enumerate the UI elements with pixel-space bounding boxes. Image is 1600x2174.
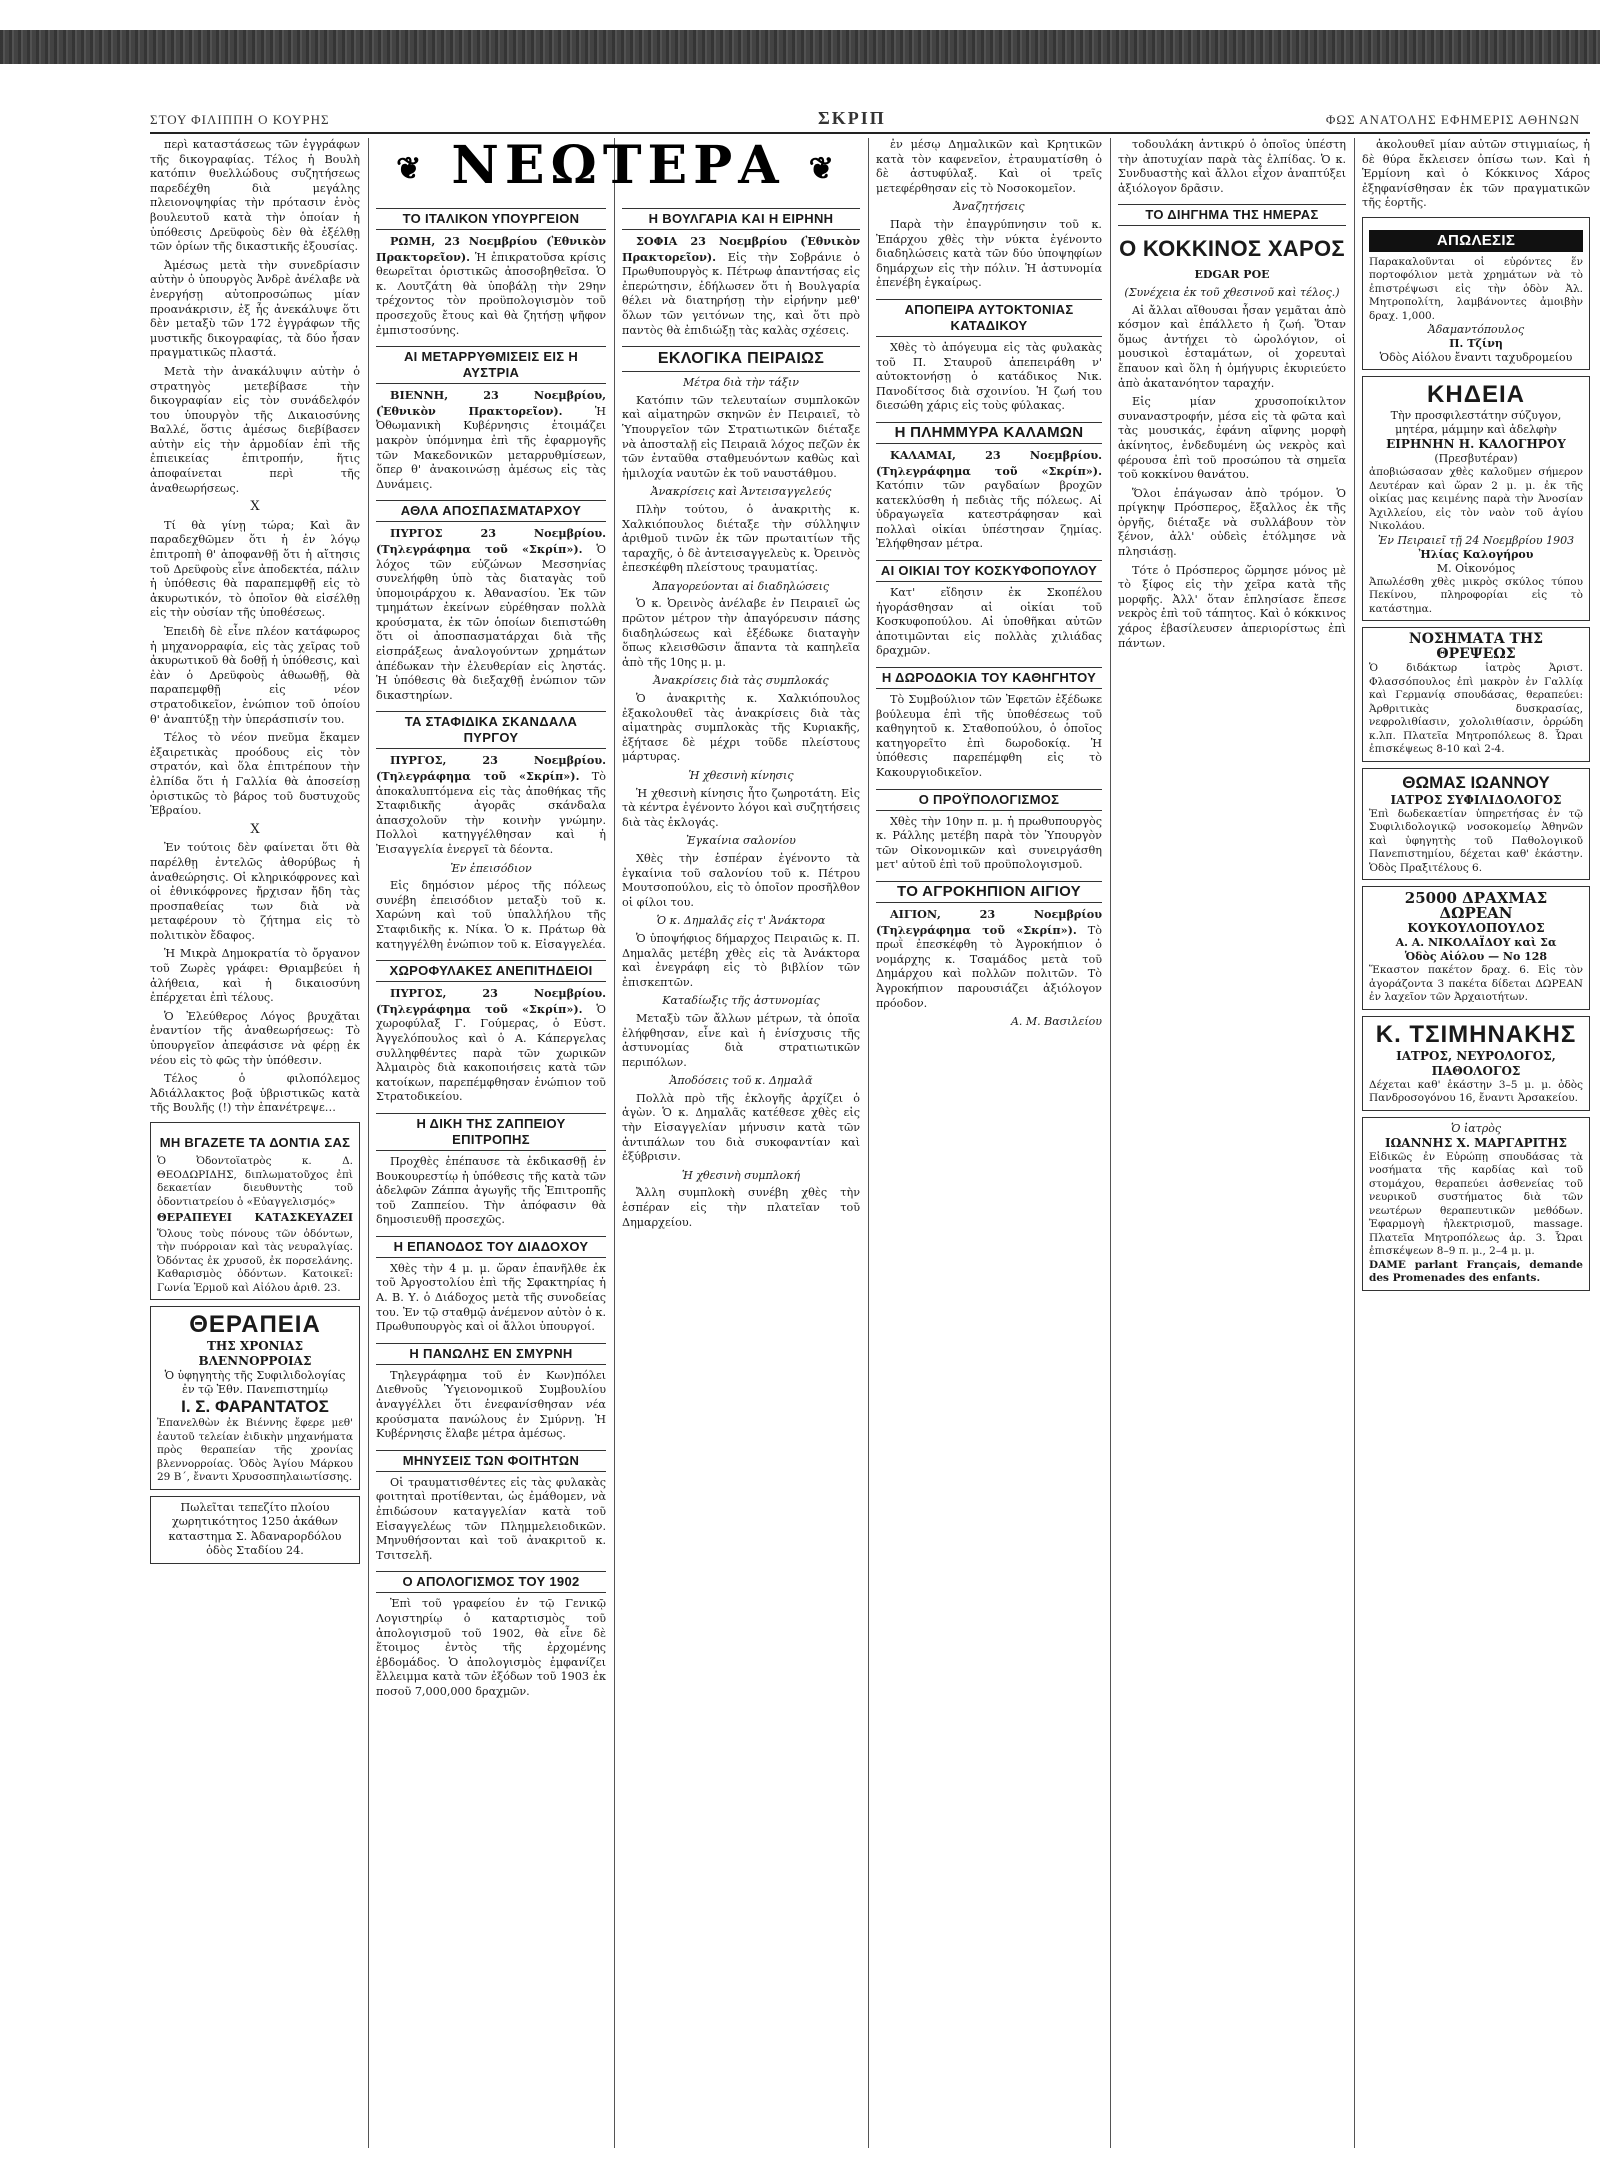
section-separator: Χ — [250, 499, 260, 515]
article-headline: ΑΘΛΑ ΑΠΟΣΠΑΣΜΑΤΑΡΧΟΥ — [376, 500, 606, 522]
article-body: ΣΟΦΙΑ 23 Νοεμβρίου (Ἐθνικὸν Πρακτορεῖον). Εἰς τὴν Σοβράνιε ὁ Πρωθυπουργὸς κ. Πέτρωφ ἀπαντήσας εἰς ἐπερώτησιν, ἐδήλωσεν ὅτι ἡ Βουλγαρία θέλει νὰ διατηρήσῃ τὴν εἰρήνην μεθ' ὅλων τῶν γειτόνων της, καὶ ὅτι πρὸ παντὸς θὰ ἐπιδιώξῃ τὰς καλὰς σχέσεις. — [622, 234, 860, 337]
article-body: Ἐπὶ τοῦ γραφείου ἐν τῷ Γενικῷ Λογιστηρίῳ ὁ καταρτισμὸς τοῦ ἀπολογισμοῦ τοῦ 1902, θὰ εἶνε δὲ ἕτοιμος ἐντὸς τῆς ἐρχομένης ἑβδομάδος. Ὁ ἀπολογισμὸς ἐμφανίζει ἔλλειμμα κατὰ τῶν ἐξόδων τοῦ 1903 ἐκ ποσοῦ 7,000,000 δραχμῶν. — [376, 1597, 606, 1698]
article-subheading: Ἀναζητήσεις — [953, 200, 1025, 214]
feature-label: ΤΟ ΔΙΗΓΗΜΑ ΤΗΣ ΗΜΕΡΑΣ — [1118, 204, 1346, 226]
article-body: Χθὲς τὴν 10ην π. μ. ἡ πρωθυπουργὸς κ. Ράλλης μετέβη παρὰ τὸν Ὑπουργὸν τῶν Οἰκονομικῶν καὶ συνειργάσθη μετ' αὐτοῦ ἐπὶ τοῦ προϋπολογισμοῦ. — [876, 814, 1102, 872]
article-headline: ΑΙ ΟΙΚΙΑΙ ΤΟΥ ΚΟΣΚΥΦΟΠΟΥΛΟΥ — [876, 560, 1102, 582]
header-rule — [150, 132, 1590, 134]
physician-ad — [1362, 627, 1590, 762]
article-headline: Ο ΠΡΟΫΠΟΛΟΓΙΣΜΟΣ — [876, 789, 1102, 811]
article-subheading: Ἀνακρίσεις καὶ Ἀντεισαγγελεύς — [650, 485, 832, 499]
paragraph: περὶ καταστάσεως τῶν ἐγγράφων τῆς δικογραφίας. Τέλος ἡ Βουλὴ κατόπιν θυελλώδους συζητήσεως παρεδέχθη διὰ μεγάλης πλειονοψηφίας τὴν πρότασιν ἑνὸς βουλευτοῦ κατὰ τὴν ὁποίαν ἡ ὑπόθεσις Δρεϋφοὺς δὲν θὰ ἐξέλθῃ τῶν ὁρίων τῆς δικαστικῆς ἐξουσίας. — [150, 138, 360, 254]
section-separator: Χ — [250, 821, 260, 837]
story-title: Ο ΚΟΚΚΙΝΟΣ ΧΑΡΟΣ — [1119, 236, 1345, 262]
lost-notice — [1362, 217, 1590, 371]
ad-headline: ΑΠΩΛΕΣΙΣ — [1369, 230, 1583, 252]
ad-brand: ΚΟΥΚΟΥΛΟΠΟΥΛΟΣ — [1407, 921, 1545, 936]
ad-headline: ΝΟΣΗΜΑΤΑ ΤΗΣ ΘΡΕΨΕΩΣ — [1408, 631, 1544, 663]
physician-ad — [1362, 768, 1590, 881]
article-body: Χθὲς τὴν ἑσπέραν ἐγένοντο τὰ ἐγκαίνια τοῦ σαλονίου τοῦ κ. Πέτρου Μουτσοπούλου, εἰς τὸ ὁποῖον προσῆλθον οἱ φίλοι του. — [622, 851, 860, 909]
ad-headline: 25000 ΔΡΑΧΜΑΣ ΔΩΡΕΑΝ — [1404, 889, 1548, 923]
article-subheading: Ἐγκαίνια σαλονίου — [686, 834, 796, 848]
article-subheading: Ἀνακρίσεις διὰ τὰς συμπλοκάς — [653, 674, 829, 688]
ad-text: Ἀπωλέσθη χθὲς μικρὸς σκύλος τύπου Πεκίνου, πληροφορίαι εἰς τὸ κατάστημα. — [1369, 575, 1583, 615]
article-subheading: Ἀποδόσεις τοῦ κ. Δημαλᾶ — [669, 1074, 813, 1088]
article-body: ΚΑΛΑΜΑΙ, 23 Νοεμβρίου. (Τηλεγράφημα τοῦ «Σκρίπ»). Κατόπιν τῶν ραγδαίων βροχῶν κατεκλύσθη ἡ πεδιὰς τῆς πόλεως. Αἱ ὑδραγωγεῖα κατεστράφησαν καὶ πολλαὶ οἰκίαι ὑπέστησαν ζημίας. Ἐλήφθησαν μέτρα. — [876, 447, 1102, 551]
ad-headline: ΘΕΡΑΠΕΙΑ — [189, 1311, 321, 1339]
ad-headline: ΚΗΔΕΙΑ — [1427, 381, 1525, 409]
ad-text: Ὅλους τοὺς πόνους τῶν ὀδόντων, τὴν πυόρροιαν καὶ τὰς νευραλγίας. Ὀδόντας ἐκ χρυσοῦ, ἐκ πορσελάνης. Καθαρισμὸς ὀδόντων. Κατοικεῖ: Γωνία Ἑρμοῦ καὶ Αἰόλου ἀριθ. 23. — [157, 1227, 353, 1294]
ad-text: Ὁ ἰατρὸς — [1450, 1121, 1502, 1135]
article-body: τοδουλάκη ἀντικρύ ὁ ὁποῖος ὑπέστη τὴν ἀποτυχίαν παρὰ τὰς ἐλπίδας. Ὁ κ. Συνδυαστὴς καὶ ἄλλοι εἶχον ἀναπτύξει ἀξιόλογον δρᾶσιν. — [1118, 138, 1346, 195]
article-body: Ὁ ἀνακριτὴς κ. Χαλκιόπουλος ἐξακολουθεῖ τὰς ἀνακρίσεις διὰ τὰς αἱματηρὰς συμπλοκὰς τῆς Κυριακῆς, ἐξήτασε δὲ μέχρι τοῦδε πλείστους μάρτυρας. — [622, 692, 860, 764]
ad-subheadline: ΙΑΤΡΟΣ ΣΥΦΙΛΙΔΟΛΟΓΟΣ — [1390, 792, 1562, 807]
physician-ad — [1362, 1117, 1590, 1291]
article-headline: Η ΔΙΚΗ ΤΗΣ ΖΑΠΠΕΙΟΥ ΕΠΙΤΡΟΠΗΣ — [376, 1113, 606, 1151]
ad-left-label: ΘΕΡΑΠΕΥΕΙ — [157, 1211, 232, 1224]
article-headline: Ο ΑΠΟΛΟΓΙΣΜΟΣ ΤΟΥ 1902 — [376, 1571, 606, 1593]
notice-date: Ἐν Πειραιεῖ τῇ 24 Νοεμβρίου 1903 — [1377, 533, 1575, 547]
funeral-notice — [1362, 376, 1590, 621]
dentist-ad — [150, 1122, 360, 1300]
ad-doctor-name: Ι. Σ. ΦΑΡΑΝΤΑΤΟΣ — [181, 1397, 329, 1417]
article-body: Ὁ κ. Ὀρεινὸς ἀνέλαβε ἐν Πειραιεῖ ὡς πρῶτον μέτρον τὴν ἀπαγόρευσιν πάσης διαδηλώσεως καὶ ἐξέδωκε διαταγὴν ὅπως κλεισθῶσιν ἅπαντα τὰ καπηλεῖα ἀπὸ τῆς 10ης μ. μ. — [622, 597, 860, 669]
story-body: Αἱ ἄλλαι αἴθουσαι ἦσαν γεμᾶται ἀπὸ κόσμον καὶ ἐπάλλετο ἡ ζωή. Ὅταν ὅμως ἀντήχει τὸ ὡρολόγιον, οἱ μουσικοὶ ἐσταμάτων, οἱ χορευταὶ ἔπαυον καὶ ὅλη ἡ ὁμήγυρις ἐκυριεύετο ἀπὸ ἀκατανόητον ταραχήν. — [1118, 303, 1346, 390]
article-body: ΠΥΡΓΟΣ 23 Νοεμβρίου. (Τηλεγράφημα τοῦ «Σκρίπ»). Ὁ λόχος τῶν εὐζώνων Μεσσηνίας συνελήφθη ὑπὸ τὰς διαταγὰς τοῦ ὑπομοιράρχου κ. Ἀθανασίου. Ἐκ τῶν τμημάτων ἐκείνων εὐρέθησαν πολλὰ κρούσματα, ἐκ τῶν ὁποίων διεπιστώθη ὅτι οἱ ἀποσπασματάρχαι διὰ τῆς εἰσπράξεως ἀναλογούντων χρημάτων ἀπέδωκαν τὴν ἐλευθερίαν εἰς ληστάς. Ἡ ὑπόθεσις θὰ διεξαχθῇ ἐνώπιον τῶν δικαστηρίων. — [376, 526, 606, 702]
article-headline: Η ΠΛΗΜΜΥΡΑ ΚΑΛΑΜΩΝ — [876, 422, 1102, 444]
column-divider — [1110, 138, 1111, 2148]
article-headline: Η ΒΟΥΛΓΑΡΙΑ ΚΑΙ Η ΕΙΡΗΝΗ — [622, 208, 860, 230]
ad-doctor-name: Κ. ΤΣΙΜΗΝΑΚΗΣ — [1375, 1020, 1577, 1048]
article-body: Πολλὰ πρὸ τῆς ἐκλογῆς ἀρχίζει ὁ ἀγὼν. Ὁ κ. Δημαλᾶς κατέθεσε χθὲς εἰς τὴν Εἰσαγγελίαν μήνυσιν κατὰ τῶν ἀντιπάλων του διὰ συκοφαντίαν καὶ ἐξύβρισιν. — [622, 1091, 860, 1164]
ad-text: Ὁ Ὀδοντοϊατρὸς κ. Δ. ΘΕΟΔΩΡΙΔΗΣ, διπλωματοῦχος ἐπὶ δεκαετίαν διευθυντὴς τοῦ ὀδοντιατρείου ὁ «Εὐαγγελισμός» — [157, 1155, 353, 1208]
ad-headline: ΜΗ ΒΓΑΖΕΤΕ ΤΑ ΔΟΝΤΙΑ ΣΑΣ — [159, 1135, 351, 1150]
article-body: Ἄλλη συμπλοκὴ συνέβη χθὲς τὴν ἑσπέραν εἰς τὴν πλατεῖαν τοῦ Δημαρχείου. — [622, 1186, 860, 1229]
running-head-right: ΦΩΣ ΑΝΑΤΟΛΗΣ ΕΦΗΜΕΡΙΣ ΑΘΗΝΩΝ — [1325, 112, 1580, 127]
article-body: ΠΥΡΓΟΣ, 23 Νοεμβρίου. (Τηλεγράφημα τοῦ «Σκρίπ»). Ὁ χωροφύλαξ Γ. Γούμερας, ὁ Εὐστ. Ἀγγελόπουλος καὶ ὁ Α. Κάπεργελας συλληφθέντες παρὰ τῶν χωρικῶν Ἀλμαιρὸς διὰ κακοποιήσεις κατὰ τῶν κατοίκων, παρεπέμφθησαν ἐνώπιον τοῦ Στρατοδικείου. — [376, 986, 606, 1104]
deceased-name: ΕΙΡΗΝΗΝ Η. ΚΑΛΟΓΗΡΟΥ — [1386, 437, 1566, 452]
article-body: Κατόπιν τῶν τελευταίων συμπλοκῶν καὶ αἱματηρῶν σκηνῶν ἐν Πειραιεῖ, τὸ Ὑπουργεῖον τῶν Στρατιωτικῶν διέταξε νὰ ἀποσταλῇ εἰς Πειραιᾶ λόχος πεζῶν ἐκ τῶν ἐνταῦθα σταθμευόντων καθὼς καὶ ἡμιλοχία ναυτῶν ἐκ τοῦ ναυστάθμου. — [622, 393, 860, 480]
ad-subheadline: ΙΑΤΡΟΣ, ΝΕΥΡΟΛΟΓΟΣ, ΠΑΘΟΛΟΓΟΣ — [1396, 1048, 1556, 1078]
article-headline: Η ΔΩΡΟΔΟΚΙΑ ΤΟΥ ΚΑΘΗΓΗΤΟΥ — [876, 667, 1102, 689]
ad-signature: Π. Τζίνη — [1449, 337, 1503, 351]
ad-text: (Πρεσβυτέραν) — [1434, 452, 1518, 466]
paragraph: Τέλος ὁ φιλοπόλεμος Ἀδιάλλακτος βοᾷ ὑβριστικῶς κατὰ τῆς Βουλῆς (!) τὴν ἐπανέτρεψε… — [150, 1072, 360, 1115]
paragraph: Τέλος τὸ νέον πνεῦμα ἔκαμεν ἐξαιρετικὰς προόδους εἰς τὸν στρατόν, καὶ ὅλα ἐπιτρέπουν τὴν ἐλπίδα ὅτι ἡ Γαλλία θὰ ἀποσείσῃ ὁριστικῶς τὸ βάρος τοῦ δυστυχοῦς Ἑβραίου. — [150, 731, 360, 818]
article-body: Πλὴν τούτου, ὁ ἀνακριτὴς κ. Χαλκιόπουλος διέταξε τὴν σύλληψιν ἀριθμοῦ τινῶν ἐκ τῶν πρωταιτίων τῆς ταραχῆς, ὁ δὲ ἀντεισαγγελεὺς κ. Ὀρεινὸς ἐπεσκέφθη πλείστους τραυματίας. — [622, 502, 860, 575]
paragraph: Ἐν τούτοις δὲν φαίνεται ὅτι θὰ παρέλθῃ ἐντελῶς ἀθορύβως ἡ ἀναθεώρησις. Οἱ κληρικόφρονες καὶ οἱ ἐθνικόφρονες ἤρχισαν ἤδη τὰς προσπαθείας των διὰ νὰ μεταφέρουν τὸ ζήτημα εἰς τὸ πολιτικὸν ἔδαφος. — [150, 841, 360, 942]
prize-ad — [1362, 886, 1590, 1010]
paragraph: Ἀμέσως μετὰ τὴν συνεδρίασιν αὐτὴν ὁ ὑπουργὸς Ἀνδρὲ ἀνέλαβε νὰ ἐνεργήσῃ αὐτοπροσώπως μίαν προανάκρισιν, ἐξ ἧς ἀνεκάλυψε ὅτι δὲν μεταξὺ τῶν 172 ἐγγράφων τῆς μυστικῆς δικογραφίας, τὰ δύο ἦσαν πραγματικῶς πλαστά. — [150, 258, 360, 360]
story-body: Ὅλοι ἐπάγωσαν ἀπὸ τρόμον. Ὁ πρίγκηψ Πρόσπερος, ἔξαλλος ἐκ τῆς ὀργῆς, διέταξε νὰ συλλάβουν τὸν ξένον, ἀλλ' οὐδεὶς ἐτόλμησε νὰ πλησιάσῃ. — [1118, 486, 1346, 559]
article-body: ἀκολουθεῖ μίαν αὐτῶν στιγμιαίως, ἡ δὲ θύρα ἔκλεισεν ὀπίσω των. Καὶ ἡ Ἑρμίονη καὶ ὁ Κόκκινος Χάρος ἐξηφανίσθησαν ἐκ τῶν πραγματικῶν τῆς ἑορτῆς. — [1362, 138, 1590, 210]
ad-signature: Ἠλίας Καλογήρου — [1418, 547, 1534, 561]
sale-notice: Πωλεῖται τεπεζίτο πλοίου χωρητικότητος 1250 ἀκάθων καταστημα Σ. Ἀδαναρορδόλου ὁδὸς Σταδίου 24. — [150, 1496, 360, 1564]
ad-doctor-name: ΘΩΜΑΣ ΙΩΑΝΝΟΥ — [1402, 772, 1550, 792]
therapy-ad — [150, 1306, 360, 1490]
ad-address: Ὁδὸς Αἰόλου ἔναντι ταχυδρομείου — [1379, 351, 1573, 365]
column-divider — [868, 138, 869, 2148]
column-3 — [622, 200, 860, 2148]
article-body: Μεταξὺ τῶν ἄλλων μέτρων, τὰ ὁποῖα ἐλήφθησαν, εἶνε καὶ ἡ ἐνίσχυσις τῆς ἀστυνομίας διὰ στρατιωτικῶν περιπόλων. — [622, 1011, 860, 1069]
story-body: Εἰς μίαν χρυσοποίκιλτον συναναστροφήν, μέσα εἰς τὰ φῶτα καὶ τὰς μουσικάς, ἐφάνη αἴφνης μορφὴ ἀκίνητος, ἐνδεδυμένη ὡς νεκρὸς καὶ φέρουσα ἐπὶ τοῦ προσώπου τὰ σημεῖα τοῦ κοκκίνου θανάτου. — [1118, 395, 1346, 482]
article-subheading: Ἡ χθεσινὴ κίνησις — [688, 769, 794, 782]
ad-text: Δέχεται καθ' ἑκάστην 3–5 μ. μ. ὁδὸς Πανδροσογόνου 16, ἔναντι Ἀρσακείου. — [1369, 1078, 1583, 1105]
column-divider — [1354, 138, 1355, 2148]
article-subheading: Καταδίωξις τῆς ἀστυνομίας — [662, 994, 820, 1008]
paragraph: Ὁ Ἐλεύθερος Λόγος βρυχᾶται ἐναντίον τῆς ἀναθεωρήσεως: Τὸ ὑπουργεῖον ἀπεφάσισε νὰ φέρῃ ἐκ νέου εἰς τὸ φῶς τὴν ὑπόθεσιν. — [150, 1009, 360, 1067]
column-divider — [614, 138, 615, 2148]
ad-text: DAME parlant Français, demande des Promenades des enfants. — [1369, 1258, 1583, 1285]
ad-text: Ὁ διδάκτωρ ἰατρὸς Ἀριστ. Φλασσόπουλος ἐπὶ μακρὸν ἐν Γαλλίᾳ καὶ Γερμανίᾳ σπουδάσας, θεραπεύει: Ἀρθριτικὰς δυσκρασίας, νεφρολιθίασιν, χολολιθίασιν, ὀρρώδη κ.λπ. Πλατεῖα Μητροπόλεως 8. Ὧραι ἐπισκέψεως 8-10 καὶ 2-4. — [1369, 662, 1583, 756]
ad-text: Ὁ ὑφηγητὴς τῆς Συφιλιδολογίας ἐν τῷ Ἐθν. Πανεπιστημίῳ — [164, 1369, 346, 1397]
article-body: Τὸ Συμβούλιον τῶν Ἐφετῶν ἐξέδωκε βούλευμα ἐπὶ τῆς ὑποθέσεως τοῦ καθηγητοῦ κ. Σταθοπούλου, ὁ ὁποῖος κατηγορεῖτο ἐπὶ δωροδοκίᾳ. Ἡ ὑπόθεσις παρεπέμφθη εἰς τὸ Κακουργιοδικεῖον. — [876, 693, 1102, 779]
ad-text: Εἰδικῶς ἐν Εὐρώπῃ σπουδάσας τὰ νοσήματα τῆς καρδίας καὶ τοῦ στομάχου, θεραπεύει ἀσθενείας τοῦ νευρικοῦ συστήματος διὰ τῶν νεωτέρων θεραπευτικῶν μεθόδων. Ἐφαρμογὴ ἠλεκτρισμοῦ, massage. Πλατεῖα Μητροπόλεως ἀρ. 3. Ὧραι ἐπισκέψεων 8–9 π. μ., 2–4 μ. μ. — [1369, 1150, 1583, 1258]
article-body: Εἰς δημόσιον μέρος τῆς πόλεως συνέβη ἐπεισόδιον μεταξὺ τοῦ κ. Χαρώνη καὶ τοῦ ὑπαλλήλου τῆς Σταφιδικῆς κ. Νίκα. Ὁ κ. Πράτωρ θὰ κατηγγέλθη ἐνώπιον τοῦ κ. Εἰσαγγελέα. — [376, 879, 606, 951]
article-subheading: Ἐν ἐπεισόδιον — [450, 861, 532, 875]
article-subheading: Ἡ χθεσινὴ συμπλοκή — [681, 1168, 801, 1182]
article-subheading: Ὁ κ. Δημαλᾶς εἰς τ' Ἀνάκτορα — [656, 914, 826, 928]
article-signature: Α. Μ. Βασιλείου — [1010, 1015, 1102, 1029]
column-4 — [876, 138, 1102, 2148]
running-head-left: ΣΤΟΥ ΦΙΛΙΠΠΗ Ο ΚΟΥΡΗΣ — [150, 112, 330, 127]
article-body: ΠΥΡΓΟΣ, 23 Νοεμβρίου. (Τηλεγράφημα τοῦ «Σκρίπ»). Τὸ ἀποκαλυπτόμενα εἰς τὰς ἀποθήκας τῆς Σταφιδικῆς ἀγορᾶς σκάνδαλα ἀπασχολοῦν τὴν κοινὴν γνώμην. Πολλοὶ κατηγγέλθησαν καὶ ἡ Ἐισαγγελία ἐνεργεῖ τὰ δέοντα. — [376, 753, 606, 856]
story-author: EDGAR POE — [1194, 268, 1270, 282]
column-divider — [368, 138, 369, 2148]
scanned-top-border — [0, 30, 1600, 64]
ad-text: Τὴν προσφιλεστάτην σύζυγον, μητέρα, μάμμην καὶ ἀδελφὴν — [1390, 409, 1562, 437]
ad-text: Παρακαλοῦνται οἱ εὑρόντες ἕν πορτοφόλιον μετὰ χρημάτων νὰ τὸ ἐπιστρέψωσι εἰς τὴν ὁδὸν Ἀλ. Μητροπολίτη, λαμβάνοντες ἀμοιβὴν δραχ. 1,000. — [1369, 255, 1583, 322]
article-subheading: Ἀπαγορεύονται αἱ διαδηλώσεις — [652, 579, 830, 593]
article-body: ἐν μέσῳ Δημαλικῶν καὶ Κρητικῶν κατὰ τὸν καφενεῖον, ἐτραυματίσθη ὁ δὲ ἀστυφύλαξ. Καὶ οἱ τρεῖς μετεφέρθησαν εἰς τὸ Νοσοκομεῖον. — [876, 138, 1102, 195]
ad-signature: Ἀδαμαντόπουλος — [1427, 323, 1525, 337]
article-body: Τηλεγράφημα τοῦ ἐν Κων)πόλει Διεθνοῦς Ὑγειονομικοῦ Συμβουλίου ἀναγγέλλει ὅτι ἐνεφανίσθησαν νέα κρούσματα πανώλους ἐν Σμύρνῃ. Ἡ Κυβέρνησις ἔλαβε μέτρα ἀμέσως. — [376, 1368, 606, 1441]
ad-right-label: ΚΑΤΑΣΚΕΥΑΖΕΙ — [254, 1211, 353, 1224]
article-headline: ΜΗΝΥΣΕΙΣ ΤΩΝ ΦΟΙΤΗΤΩΝ — [376, 1450, 606, 1472]
article-headline: ΤΟ ΙΤΑΛΙΚΟΝ ΥΠΟΥΡΓΕΙΟΝ — [376, 208, 606, 230]
article-body: Κατ' εἴδησιν ἐκ Σκοπέλου ἠγοράσθησαν αἱ οἰκίαι τοῦ Κοσκυφοπούλου. Αἱ ὑποθῆκαι αὐτῶν ἀποτιμῶνται εἰς πολλὰς χιλιάδας δραχμῶν. — [876, 586, 1102, 658]
ad-text: Ἐπανελθὼν ἐκ Βιέννης ἔφερε μεθ' ἑαυτοῦ τελείαν ἐιδικὴν μηχανήματα πρὸς θεραπείαν τῆς χρονίας βλεννορροίας. Ὁδὸς Ἁγίου Μάρκου 29 Β΄, ἔναντι Χρυσοσπηλαιωτίσσης. — [157, 1417, 353, 1484]
article-headline: ΑΙ ΜΕΤΑΡΡΥΘΜΙΣΕΙΣ ΕΙΣ Η ΑΥΣΤΡΙΑ — [376, 346, 606, 384]
running-head-title: ΣΚΡΙΠ — [818, 108, 886, 128]
article-body: Παρὰ τὴν ἐπαγρύπνησιν τοῦ κ. Ἐπάρχου χθὲς τὴν νύκτα ἐγένοντο διαδηλώσεις κατὰ τῶν δύο ὑποψηφίων δημάρχων εἰς τὴν πόλιν. Ἡ ἀστυνομία ἐπενέβη ἐγκαίρως. — [876, 217, 1102, 290]
article-headline: Η ΕΠΑΝΟΔΟΣ ΤΟΥ ΔΙΑΔΟΧΟΥ — [376, 1236, 606, 1258]
paragraph: Ἡ Μικρὰ Δημοκρατία τὸ ὄργανον τοῦ Ζωρὲς γράφει: Θριαμβεύει ἡ ἀλήθεια, καὶ ἡ δικαιοσύνη ἐπέρχεται ἐπὶ τέλους. — [150, 947, 360, 1005]
ad-subheadline: ΤΗΣ ΧΡΟΝΙΑΣ ΒΛΕΝΝΟΡΡΟΙΑΣ — [198, 1339, 312, 1369]
ad-text: Ἕκαστον πακέτον δραχ. 6. Εἰς τὸν ἀγοράζοντα 3 πακέτα δίδεται ΔΩΡΕΑΝ ἐν λαχεῖον τῶν Ἀρχαιοτήτων. — [1369, 964, 1583, 1004]
article-body: Οἱ τραυματισθέντες εἰς τὰς φυλακὰς φοιτηταὶ προτίθενται, ὡς ἐμάθομεν, νὰ ἐπιδώσουν καταγγελίαν κατὰ τοῦ Εἰσαγγελέως τῶν Πλημμελειοδικῶν. Μηνυθήσονται καὶ τοῦ ἀνακριτοῦ κ. Τσιτσελῆ. — [376, 1475, 606, 1562]
ad-text: ἀποβιώσασαν χθὲς καλοῦμεν σήμερον Δευτέραν καὶ ὥραν 2 μ. μ. ἐκ τῆς οἰκίας μας κειμένης παρὰ τὴν Ἀνοσίαν Ἀχιλλείου, εἰς τὸν ναὸν τοῦ ἁγίου Νικολάου. — [1369, 466, 1583, 533]
ad-firm: Α. Α. ΝΙΚΟΛΑΪΔΟΥ καὶ Σα — [1395, 936, 1557, 950]
article-body: ΑΙΓΙΟΝ, 23 Νοεμβρίου (Τηλεγράφημα τοῦ «Σκρίπ»). Τὸ πρωῒ ἐπεσκέφθη τὸ Ἀγροκήπιον ὁ νομάρχης κ. Τσαμάδος μετὰ τοῦ Δημάρχου καὶ πολλῶν πολιτῶν. Τὸ Ἀγροκήπιον παρουσιάζει ἀξιόλογον πρόοδον. — [876, 906, 1102, 1010]
masthead-title: ΝΕΩΤΕΡΑ — [451, 135, 785, 196]
article-body: Προχθὲς ἐπέπαυσε τὰ ἐκδικασθῇ ἐν Βουκουρεστίῳ ἡ ὑπόθεσις τῆς κατὰ τῶν ἀδελφῶν Ζάππα ἀγωγῆς τῆς Ἐπιτροπῆς τοῦ Ζαππείου. Τὴν ἀπόφασιν θὰ δημοσιευθῇ προσεχῶς. — [376, 1154, 606, 1227]
article-headline: ΧΩΡΟΦΥΛΑΚΕΣ ΑΝΕΠΙΤΗΔΕΙΟΙ — [376, 960, 606, 982]
story-continuation: (Συνέχεια ἐκ τοῦ χθεσινοῦ καὶ τέλος.) — [1124, 285, 1340, 299]
article-headline: ΑΠΟΠΕΙΡΑ ΑΥΤΟΚΤΟΝΙΑΣ ΚΑΤΑΔΙΚΟΥ — [876, 299, 1102, 337]
paragraph: Ἐπειδὴ δὲ εἶνε πλέον κατάφωρος ἡ μηχανορραφία, εἰς τὰς χεῖρας τοῦ ἀκυρωτικοῦ θὰ δοθῇ ἡ ὑπόθεσις, καὶ ἐὰν ὁ Δρεϋφοὺς ἀθωωθῇ, θὰ παραπεμφθῇ εἰς νέον στρατοδικεῖον, ἐνώπιον τοῦ ὁποίου θ' ἀναπτύξῃ τὴν ὑπεράσπισίν του. — [150, 625, 360, 726]
running-head — [150, 108, 1590, 130]
ornament-icon: ❦ — [396, 151, 428, 187]
article-body: Χθὲς τὴν 4 μ. μ. ὥραν ἐπανῆλθε ἐκ τοῦ Ἀργοστολίου ἐπὶ τῆς Σφακτηρίας ἡ Α. Β. Υ. ὁ Διάδοχος μετὰ τῆς συνοδείας του. Ἐν τῷ σταθμῷ ἀνέμενον αὐτὸν ὁ κ. Πρωθυπουργὸς καὶ οἱ ἄλλοι ὑπουργοί. — [376, 1261, 606, 1334]
article-body: ΒΙΕΝΝΗ, 23 Νοεμβρίου, (Ἐθνικὸν Πρακτορεῖον). Ἡ Ὀθωμανικὴ Κυβέρνησις ἑτοιμάζει μακρὸν ὑπόμνημα ἐπὶ τῆς ἐφαρμογῆς τῶν Μακεδονικῶν μεταρρυθμίσεων, ὅπερ θ' ἀνακοινώσῃ ἀμέσως εἰς τὰς Δυνάμεις. — [376, 388, 606, 491]
article-headline: Η ΠΑΝΩΛΗΣ ΕΝ ΣΜΥΡΝΗ — [376, 1343, 606, 1365]
article-body: Ὁ ὑποψήφιος δήμαρχος Πειραιῶς κ. Π. Δημαλᾶς μετέβη χθὲς εἰς τὰ Ἀνάκτορα καὶ ἐνεγράφη εἰς τὸ βιβλίον τῶν ἐπισκεπτῶν. — [622, 931, 860, 989]
paragraph: Μετὰ τὴν ἀνακάλυψιν αὐτὴν ὁ στρατηγὸς μετεβίβασε τὴν δικογραφίαν εἰς τὸν συνάδελφόν του ὑπουργὸν τῆς Δικαιοσύνης Βαλλέ, ὅστις ἀμέσως διεβίβασεν αὐτὴν εἰς τὴν ἁρμοδίαν ἐπὶ τῆς ἐπιεικείας ἐπιτροπήν, ἥτις ἀποφαίνεται περὶ τῆς ἀναθεωρήσεως. — [150, 364, 360, 495]
ad-columns — [157, 1211, 353, 1226]
column-6 — [1362, 138, 1590, 2148]
article-body: Χθὲς τὸ ἀπόγευμα εἰς τὰς φυλακὰς τοῦ Π. Σταυροῦ ἀπεπειράθη ν' αὐτοκτονήσῃ ὁ κατάδικος Νικ. Πανοδίτσος διὰ σχοινίου. Ἡ ζωή του διεσώθη χάρις εἰς τοὺς φύλακας. — [876, 340, 1102, 413]
article-headline: ΤΟ ΑΓΡΟΚΗΠΙΟΝ ΑΙΓΙΟΥ — [876, 881, 1102, 903]
ornament-icon: ❦ — [808, 151, 840, 187]
ad-address: Ὁδὸς Αἰόλου — Νο 128 — [1404, 950, 1548, 964]
article-body: Ἡ χθεσινὴ κίνησις ἦτο ζωηροτάτη. Εἰς τὰ κέντρα ἐγένοντο λόγοι καὶ συζητήσεις διὰ τὰς ἐκλογάς. — [622, 786, 860, 829]
article-subheading: Μέτρα διὰ τὴν τάξιν — [683, 376, 799, 390]
ad-signature: Μ. Οἰκονόμος — [1436, 561, 1516, 575]
section-masthead — [372, 135, 864, 196]
column-1 — [150, 138, 360, 2148]
article-headline: ΕΚΛΟΓΙΚΑ ΠΕΙΡΑΙΩΣ — [622, 346, 860, 372]
column-5 — [1118, 138, 1346, 2148]
ad-doctor-name: ΙΩΑΝΝΗΣ Χ. ΜΑΡΓΑΡΙΤΗΣ — [1384, 1135, 1568, 1150]
paragraph: Τί θὰ γίνῃ τώρα; Καὶ ἂν παραδεχθῶμεν ὅτι ἡ ἐν λόγῳ ἐπιτροπὴ θ' ἀποφανθῇ ὅτι ἡ αἴτησις τοῦ Δρεϋφοὺς εἶνε ἀποδεκτέα, πάλιν ἡ ὑπόθεσις θὰ παραπεμφθῇ εἰς τὸ ἀκυρωτικόν, τὸ ὁποῖον θὰ εἰσέλθῃ εἰς τὴν οὐσίαν τῆς ὑποθέσεως. — [150, 518, 360, 620]
article-body: ΡΩΜΗ, 23 Νοεμβρίου (Ἐθνικὸν Πρακτορεῖον). Ἡ ἐπικρατοῦσα κρίσις θεωρεῖται ὁριστικῶς ἀποσοβηθεῖσα. Ὁ κ. Λουτζάτη θὰ ὑποβάλῃ τὴν 29ην τρέχοντος τὸν προϋπολογισμὸν τοῦ προσεχοῦς ἔτους καὶ θὰ ζητήσῃ ψῆφον ἐμπιστοσύνης. — [376, 234, 606, 337]
ad-text: Ἐπὶ δωδεκαετίαν ὑπηρετήσας ἐν τῷ Συφιλιδολογικῷ νοσοκομείῳ Ἀθηνῶν καὶ ὑφηγητὴς τοῦ Παθολογικοῦ Πανεπιστημίου, δέχεται καθ' ἑκάστην. Ὁδὸς Πραξιτέλους 6. — [1369, 807, 1583, 874]
story-body: Τότε ὁ Πρόσπερος ὥρμησε μόνος μὲ τὸ ξίφος εἰς τὴν χεῖρα κατὰ τῆς μορφῆς. Ἀλλ' ὅταν ἐπλησίασε ἔπεσε νεκρὸς ἐπὶ τοῦ τάπητος. Καὶ ὁ κόκκινος χάρος ἐβασίλευσεν ἀπεριορίστως ἐπὶ πάντων. — [1118, 563, 1346, 650]
physician-ad — [1362, 1016, 1590, 1111]
column-2 — [376, 200, 606, 2148]
article-headline: ΤΑ ΣΤΑΦΙΔΙΚΑ ΣΚΑΝΔΑΛΑ ΠΥΡΓΟΥ — [376, 711, 606, 749]
